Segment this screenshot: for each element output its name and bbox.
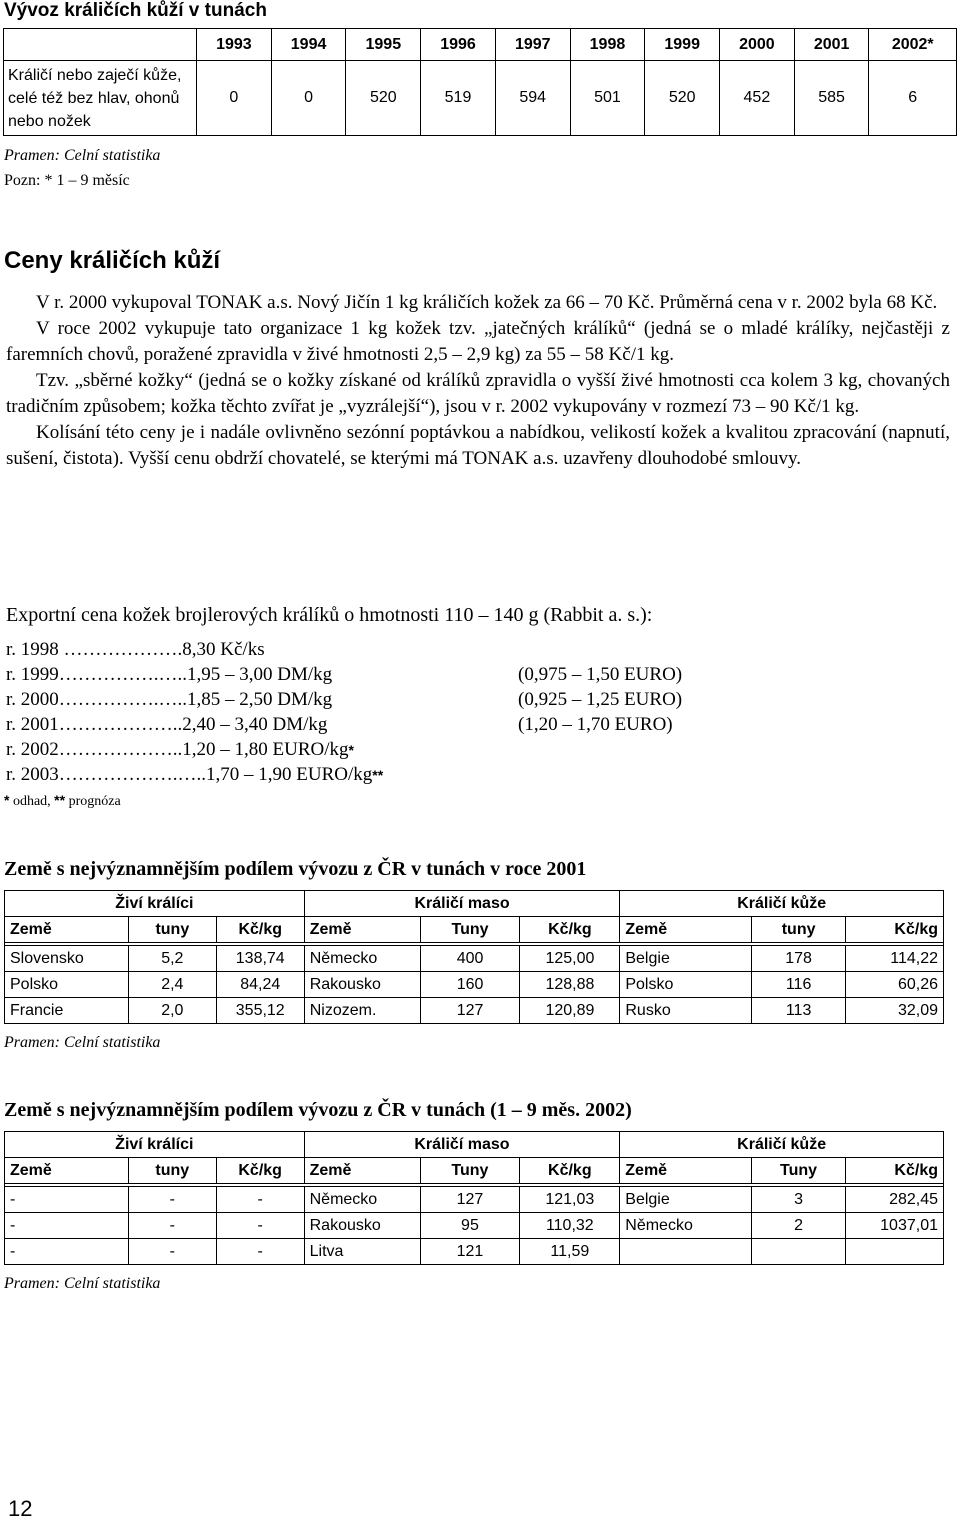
table-cell: Francie — [5, 998, 129, 1024]
table-cell: - — [216, 1239, 304, 1265]
table-cell: 116 — [752, 972, 846, 998]
column-header: Kč/kg — [216, 917, 304, 943]
table-cell: 84,24 — [216, 972, 304, 998]
column-header: Kč/kg — [520, 917, 620, 943]
group-header: Živí králíci — [5, 891, 305, 917]
table-cell: - — [128, 1239, 216, 1265]
table-cell: 121,03 — [520, 1187, 620, 1213]
table-cell: 2 — [752, 1213, 846, 1239]
table-cell — [846, 1239, 944, 1265]
export-table-title: Vývoz králičích kůží v tunách — [4, 0, 267, 21]
value-cell: 519 — [421, 61, 496, 136]
year-cell: 1998 — [570, 29, 645, 61]
table-cell: 127 — [420, 1187, 520, 1213]
price-line-euro: (0,975 – 1,50 EURO) — [518, 664, 683, 685]
table-cell: Nizozem. — [304, 998, 420, 1024]
table-cell: 5,2 — [128, 946, 216, 972]
column-header: Země — [304, 1158, 420, 1184]
table-cell: 114,22 — [846, 946, 944, 972]
table-cell: 11,59 — [520, 1239, 620, 1265]
group-header: Králičí kůže — [620, 1132, 944, 1158]
table-2001-source: Pramen: Celní statistika — [4, 1034, 161, 1051]
table-row — [5, 946, 944, 972]
table-cell: 160 — [420, 972, 520, 998]
price-line-euro: (0,925 – 1,25 EURO) — [518, 689, 683, 710]
year-cell: 2001 — [794, 29, 869, 61]
column-header: Kč/kg — [520, 1158, 620, 1184]
footnote-text: odhad, — [9, 794, 55, 809]
table-cell: 3 — [752, 1187, 846, 1213]
price-line-text: r. 1999…………….…..1,95 – 3,00 DM/kg — [6, 664, 333, 685]
value-cell: 520 — [645, 61, 720, 136]
table-2001 — [4, 890, 944, 1024]
table-2002-column-row — [5, 1158, 944, 1184]
table-cell: Polsko — [620, 972, 752, 998]
table-cell: Rakousko — [304, 972, 420, 998]
export-price-title: Exportní cena kožek brojlerových králíků o hmotnosti 110 – 140 g (Rabbit a. s.): — [6, 604, 653, 626]
table-cell: 32,09 — [846, 998, 944, 1024]
table-cell: - — [216, 1213, 304, 1239]
column-header: Země — [304, 917, 420, 943]
table-cell: 127 — [420, 998, 520, 1024]
column-header: Země — [620, 1158, 752, 1184]
price-line-mark: * — [348, 742, 354, 758]
column-header: tuny — [128, 1158, 216, 1184]
column-header: Kč/kg — [846, 1158, 944, 1184]
paragraph: Kolísání této ceny je i nadále ovlivněno sezónní poptávkou a nabídkou, velikostí kožek a kvalitou zpracování (napnutí, sušení, čistota). Vyšší cenu obdrží chovatelé, se kterými má TONAK a.s. uzavřeny dlouhodobé smlouvy. — [6, 422, 950, 469]
table-cell: 178 — [752, 946, 846, 972]
year-cell: 2000 — [720, 29, 795, 61]
row-label: Králičí nebo zaječí kůže, celé též bez hlav, ohonů nebo nožek — [4, 61, 197, 136]
price-line — [6, 762, 906, 787]
column-header: Tuny — [420, 1158, 520, 1184]
table-cell: Německo — [304, 946, 420, 972]
paragraph: V roce 2002 vykupuje tato organizace 1 kg kožek tzv. „jatečných králíků“ (jedná se o mladé králíky, nejčastěji z faremních chovů, poražené zpravidla v živé hmotnosti 2,5 – 2,9 kg) za 55 – 58 Kč/1 kg. — [6, 318, 950, 365]
table-cell: 282,45 — [846, 1187, 944, 1213]
table-2002-group-row — [5, 1132, 944, 1158]
table-2002 — [4, 1131, 944, 1265]
price-line-mark: ** — [372, 767, 384, 783]
price-line-euro: (1,20 – 1,70 EURO) — [518, 714, 673, 735]
column-header: Kč/kg — [846, 917, 944, 943]
table-cell: 138,74 — [216, 946, 304, 972]
table-cell: - — [216, 1187, 304, 1213]
price-line — [6, 712, 906, 737]
table-2002-source: Pramen: Celní statistika — [4, 1275, 161, 1292]
table-cell: 121 — [420, 1239, 520, 1265]
group-header: Králičí maso — [304, 891, 620, 917]
table-cell: - — [5, 1239, 129, 1265]
year-cell: 1995 — [346, 29, 421, 61]
table-row — [5, 1239, 944, 1265]
price-line — [6, 737, 906, 762]
table-2001-group-row — [5, 891, 944, 917]
table-cell: - — [5, 1187, 129, 1213]
value-cell: 520 — [346, 61, 421, 136]
year-cell: 1993 — [197, 29, 272, 61]
table-2001-title: Země s nejvýznamnějším podílem vývozu z ČR v tunách v roce 2001 — [4, 858, 587, 880]
footnote-mark: * — [4, 792, 10, 808]
price-line-text: r. 2000…………….…..1,85 – 2,50 DM/kg — [6, 689, 333, 710]
prices-section-body — [6, 290, 950, 472]
value-cell: 585 — [794, 61, 869, 136]
year-cell: 1997 — [495, 29, 570, 61]
table-cell: 113 — [752, 998, 846, 1024]
export-table-note: Pozn: * 1 – 9 měsíc — [4, 172, 130, 189]
value-cell: 452 — [720, 61, 795, 136]
page-number: 12 — [8, 1496, 33, 1521]
column-header: tuny — [752, 917, 846, 943]
column-header: Země — [5, 917, 129, 943]
value-cell: 501 — [570, 61, 645, 136]
table-cell: 2,4 — [128, 972, 216, 998]
footnote-mark: ** — [54, 792, 66, 808]
table-cell: 110,32 — [520, 1213, 620, 1239]
table-cell: - — [5, 1213, 129, 1239]
group-header: Králičí kůže — [620, 891, 944, 917]
table-cell: Polsko — [5, 972, 129, 998]
table-cell: Belgie — [620, 946, 752, 972]
table-cell: Slovensko — [5, 946, 129, 972]
table-cell: Německo — [304, 1187, 420, 1213]
export-table-source: Pramen: Celní statistika — [4, 147, 161, 164]
table-row — [5, 1187, 944, 1213]
price-line — [6, 662, 906, 687]
value-cell: 0 — [271, 61, 346, 136]
price-line — [6, 637, 906, 662]
export-table-header-row — [4, 29, 957, 61]
column-header: tuny — [128, 917, 216, 943]
table-cell: - — [128, 1187, 216, 1213]
export-price-footnote — [4, 790, 121, 812]
table-cell: Belgie — [620, 1187, 752, 1213]
table-cell: - — [128, 1213, 216, 1239]
year-cell: 1996 — [421, 29, 496, 61]
group-header: Živí králíci — [5, 1132, 305, 1158]
group-header: Králičí maso — [304, 1132, 620, 1158]
paragraph: V r. 2000 vykupoval TONAK a.s. Nový Jičín 1 kg králičích kožek za 66 – 70 Kč. Průměrná cena v r. 2002 byla 68 Kč. — [36, 292, 938, 313]
price-line-text: r. 2003……………….…..1,70 – 1,90 EURO/kg — [6, 764, 373, 785]
table-2001-column-row — [5, 917, 944, 943]
table-cell: Litva — [304, 1239, 420, 1265]
year-cell: 1999 — [645, 29, 720, 61]
export-table — [3, 28, 957, 136]
export-table-row — [4, 61, 957, 136]
table-row — [5, 972, 944, 998]
paragraph: Tzv. „sběrné kožky“ (jedná se o kožky získané od králíků zpravidla o vyšší živé hmotnosti cca kolem 3 kg, chovaných tradičním způsobem; kožka těchto zvířat je „vyzrálejší“), jsou v r. 2002 vykupovány v rozmezí 73 – 90 Kč/1 kg. — [6, 370, 950, 417]
value-cell: 0 — [197, 61, 272, 136]
table-cell: 400 — [420, 946, 520, 972]
table-cell: 128,88 — [520, 972, 620, 998]
value-cell: 6 — [869, 61, 957, 136]
prices-section-title: Ceny králičích kůží — [4, 247, 221, 274]
table-cell: 60,26 — [846, 972, 944, 998]
table-cell: 125,00 — [520, 946, 620, 972]
table-cell: Německo — [620, 1213, 752, 1239]
table-cell: 1037,01 — [846, 1213, 944, 1239]
price-line-text: r. 1998 ……………….8,30 Kč/ks — [6, 639, 265, 660]
value-cell: 594 — [495, 61, 570, 136]
table-2002-title: Země s nejvýznamnějším podílem vývozu z ČR v tunách (1 – 9 měs. 2002) — [4, 1099, 632, 1121]
table-cell: 355,12 — [216, 998, 304, 1024]
table-row — [5, 1213, 944, 1239]
table-cell: 95 — [420, 1213, 520, 1239]
table-cell: Rakousko — [304, 1213, 420, 1239]
year-cell: 1994 — [271, 29, 346, 61]
footnote-text: prognóza — [65, 794, 121, 809]
price-line-text: r. 2001………………..2,40 – 3,40 DM/kg — [6, 714, 328, 735]
column-header: Tuny — [752, 1158, 846, 1184]
column-header: Země — [5, 1158, 129, 1184]
export-price-list — [6, 637, 906, 787]
column-header: Kč/kg — [216, 1158, 304, 1184]
table-cell — [620, 1239, 752, 1265]
price-line — [6, 687, 906, 712]
table-cell: 120,89 — [520, 998, 620, 1024]
table-cell — [752, 1239, 846, 1265]
table-cell: 2,0 — [128, 998, 216, 1024]
column-header: Tuny — [420, 917, 520, 943]
year-cell: 2002* — [869, 29, 957, 61]
column-header: Země — [620, 917, 752, 943]
header-blank-cell — [4, 29, 197, 61]
price-line-text: r. 2002………………..1,20 – 1,80 EURO/kg — [6, 739, 349, 760]
table-cell: Rusko — [620, 998, 752, 1024]
table-row — [5, 998, 944, 1024]
